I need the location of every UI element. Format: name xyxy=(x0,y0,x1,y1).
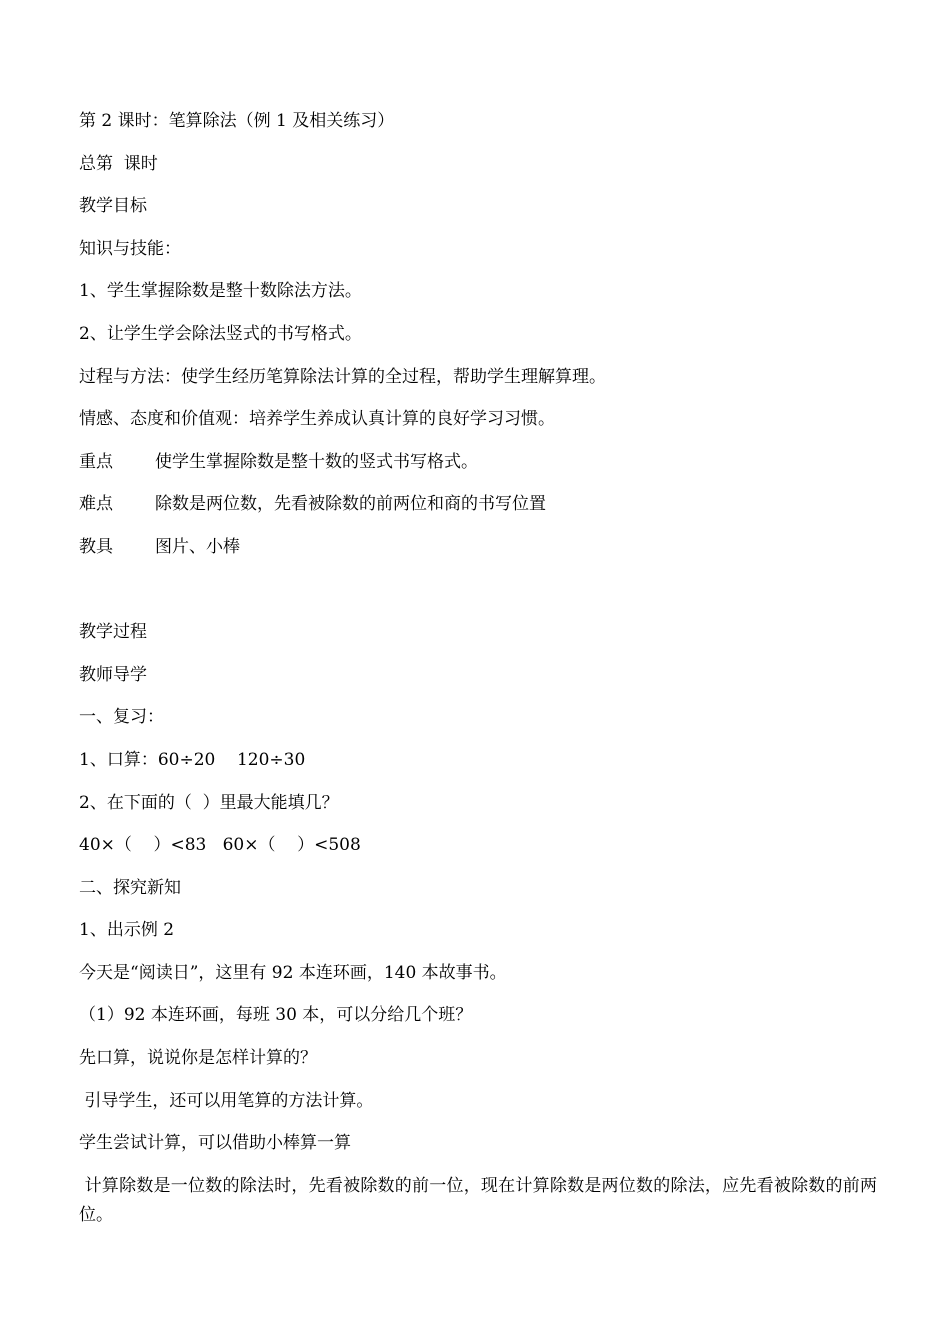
blank-line xyxy=(79,569,879,612)
objective-subheading: 知识与技能： xyxy=(79,238,181,259)
teacher-guide-heading: 教师导学 xyxy=(79,664,147,685)
guidance-text: 引导学生，还可以用笔算的方法计算。 xyxy=(79,1090,374,1111)
fill-blank-question: 2、在下面的（ ）里最大能填几？ xyxy=(79,792,339,813)
objective-process: 过程与方法：使学生经历笔算除法计算的全过程，帮助学生理解算理。 xyxy=(79,366,606,387)
section-heading-process: 教学过程 xyxy=(79,622,147,643)
mental-math-item: 1、口算：60÷20 120÷30 xyxy=(79,749,306,770)
new-knowledge-heading: 二、探究新知 xyxy=(79,877,181,898)
objective-item: 1、学生掌握除数是整十数除法方法。 xyxy=(79,281,362,302)
key-point-label: 重点 xyxy=(79,451,113,472)
teaching-aids-label: 教具 xyxy=(79,536,113,557)
example-heading: 1、出示例 2 xyxy=(79,920,175,941)
teaching-aids-text: 图片、小棒 xyxy=(155,536,240,557)
lesson-title: 第 2 课时：笔算除法（例 1 及相关练习） xyxy=(79,111,395,131)
review-heading: 一、复习： xyxy=(79,707,164,728)
section-heading-objectives: 教学目标 xyxy=(79,196,147,217)
key-point-row xyxy=(79,441,879,484)
discussion-prompt: 先口算，说说你是怎样计算的？ xyxy=(79,1048,317,1069)
example-context: 今天是“阅读日”，这里有 92 本连环画，140 本故事书。 xyxy=(79,962,507,983)
difficulty-row xyxy=(79,483,879,526)
objective-attitude: 情感、态度和价值观：培养学生养成认真计算的良好学习习惯。 xyxy=(79,409,555,430)
fill-blank-expressions: 40×（ ）<83 60×（ ）<508 xyxy=(79,835,361,856)
difficulty-text: 除数是两位数，先看被除数的前两位和商的书写位置 xyxy=(155,494,546,515)
difficulty-label: 难点 xyxy=(79,494,113,515)
teaching-aids-row xyxy=(79,526,879,569)
document-page xyxy=(79,100,879,1230)
objective-item: 2、让学生学会除法竖式的书写格式。 xyxy=(79,323,362,344)
lesson-count: 总第 课时 xyxy=(79,153,158,174)
key-point-text: 使学生掌握除数是整十数的竖式书写格式。 xyxy=(155,451,478,472)
student-attempt-text: 学生尝试计算，可以借助小棒算一算 xyxy=(79,1133,351,1154)
example-question: （1）92 本连环画，每班 30 本，可以分给几个班？ xyxy=(79,1005,473,1026)
explanation-paragraph: 计算除数是一位数的除法时，先看被除数的前一位，现在计算除数是两位数的除法，应先看被除数的前两位。 xyxy=(79,1175,878,1225)
